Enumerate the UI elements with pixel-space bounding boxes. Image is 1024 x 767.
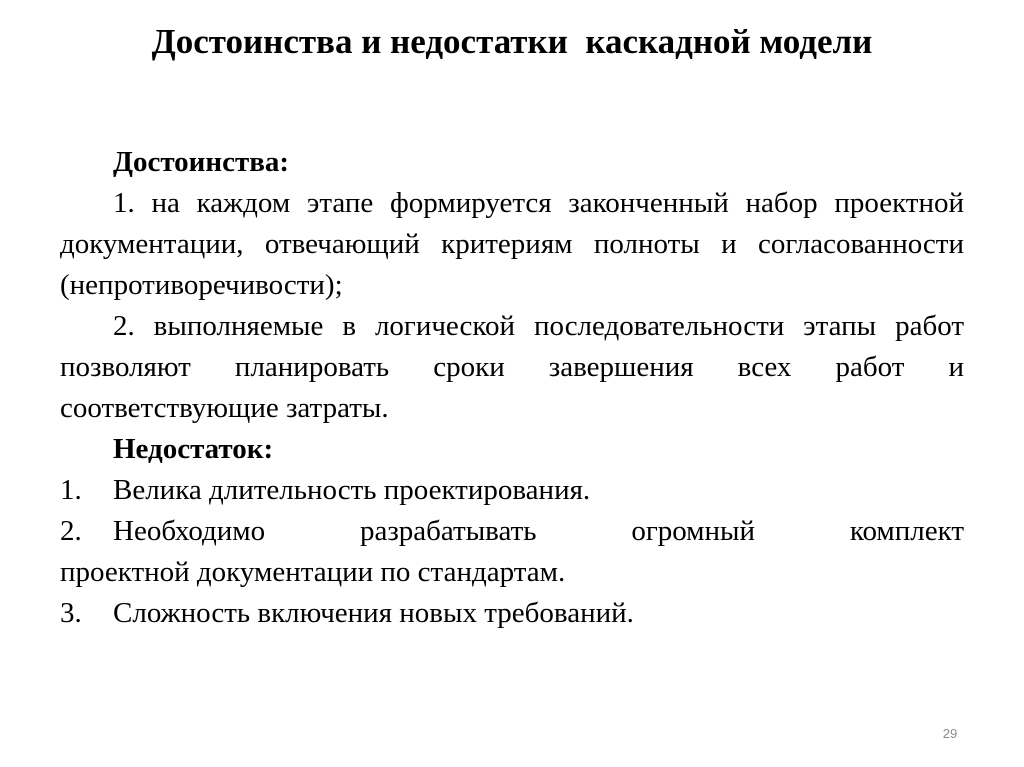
page-number: 29 [942,726,958,741]
list-text: Необходимо разрабатывать огромный комплект [113,515,964,547]
disadvantages-heading: Недостаток: [113,433,274,465]
disadvantage-item-1 [60,470,964,511]
list-number: 1. [60,474,82,506]
list-text: Сложность включения новых требований. [113,597,634,629]
slide-title: Достоинства и недостатки каскадной модели [151,22,873,61]
list-number: 2. [60,515,82,547]
advantage-item-2: 2. выполняемые в логической последовательности этапы работ позволяют планировать сроки завершения всех работ и соответствующие затраты. [60,310,964,424]
disadvantage-item-2 [60,511,964,593]
list-text: Велика длительность проектирования. [113,474,591,506]
advantages-heading: Достоинства: [113,146,290,178]
disadvantage-item-3 [60,593,964,634]
list-number: 3. [60,597,82,629]
advantage-item-1: 1. на каждом этапе формируется законченный набор проектной документации, отвечающий критериям полноты и согласованности (непротиворечивости); [60,187,964,301]
slide-content [60,142,964,634]
list-text-continuation: проектной документации по стандартам. [60,556,566,588]
